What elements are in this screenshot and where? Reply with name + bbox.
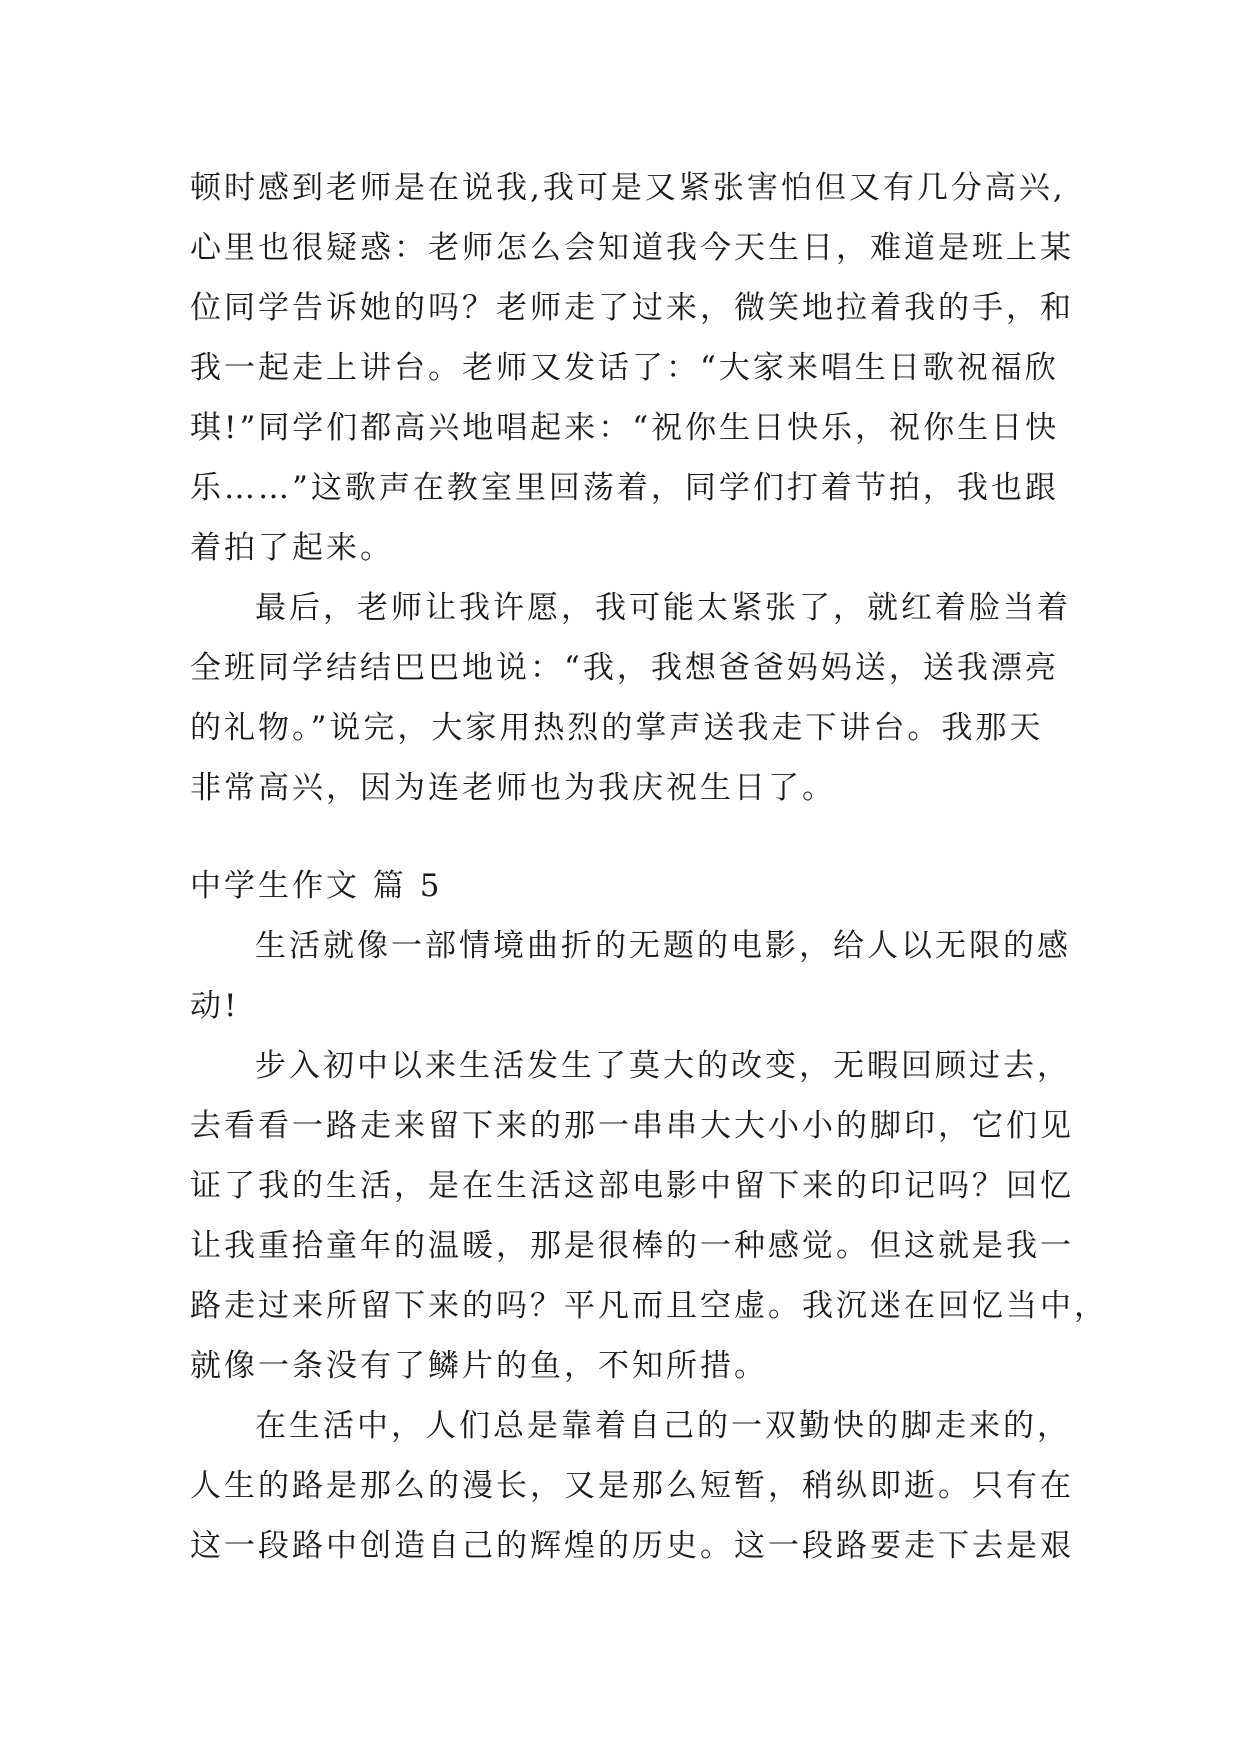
text-line: 让我重拾童年的温暖，那是很棒的一种感觉。但这就是我一 [190,1228,1074,1264]
text-line: 去看看一路走来留下来的那一串串大大小小的脚印，它们见 [190,1108,1074,1144]
text-line: 着拍了起来。 [190,530,394,566]
text-line: 就像一条没有了鳞片的鱼，不知所措。 [190,1348,768,1384]
text-line: 动! [190,988,240,1024]
text-line: 的礼物。”说完，大家用热烈的掌声送我走下讲台。我那天 [190,710,1044,746]
text-line: 顿时感到老师是在说我,我可是又紧张害怕但又有几分高兴, [190,170,1066,206]
text-line: 人生的路是那么的漫长，又是那么短暂，稍纵即逝。只有在 [190,1468,1074,1504]
text-line: 心里也很疑惑：老师怎么会知道我今天生日，难道是班上某 [190,230,1074,266]
text-line: 乐……”这歌声在教室里回荡着，同学们打着节拍，我也跟 [190,470,1059,506]
text-line: 我一起走上讲台。老师又发话了：“大家来唱生日歌祝福欣 [190,350,1059,386]
text-line: 生活就像一部情境曲折的无题的电影，给人以无限的感 [255,928,1071,964]
text-line: 位同学告诉她的吗？老师走了过来，微笑地拉着我的手，和 [190,290,1074,326]
section-heading: 中学生作文 篇 5 [190,868,443,904]
text-line: 步入初中以来生活发生了莫大的改变，无暇回顾过去， [255,1048,1071,1084]
text-line: 最后，老师让我许愿，我可能太紧张了，就红着脸当着 [255,590,1071,626]
text-line: 全班同学结结巴巴地说：“我，我想爸爸妈妈送，送我漂亮 [190,650,1059,686]
text-line: 在生活中，人们总是靠着自己的一双勤快的脚走来的， [255,1408,1071,1444]
text-line: 证了我的生活，是在生活这部电影中留下来的印记吗？回忆 [190,1168,1074,1204]
text-line: 这一段路中创造自己的辉煌的历史。这一段路要走下去是艰 [190,1528,1074,1564]
text-line: 琪!”同学们都高兴地唱起来：“祝你生日快乐，祝你生日快 [190,410,1060,446]
text-line: 路走过来所留下来的吗？平凡而且空虚。我沉迷在回忆当中， [190,1288,1108,1324]
text-line: 非常高兴，因为连老师也为我庆祝生日了。 [190,770,836,806]
